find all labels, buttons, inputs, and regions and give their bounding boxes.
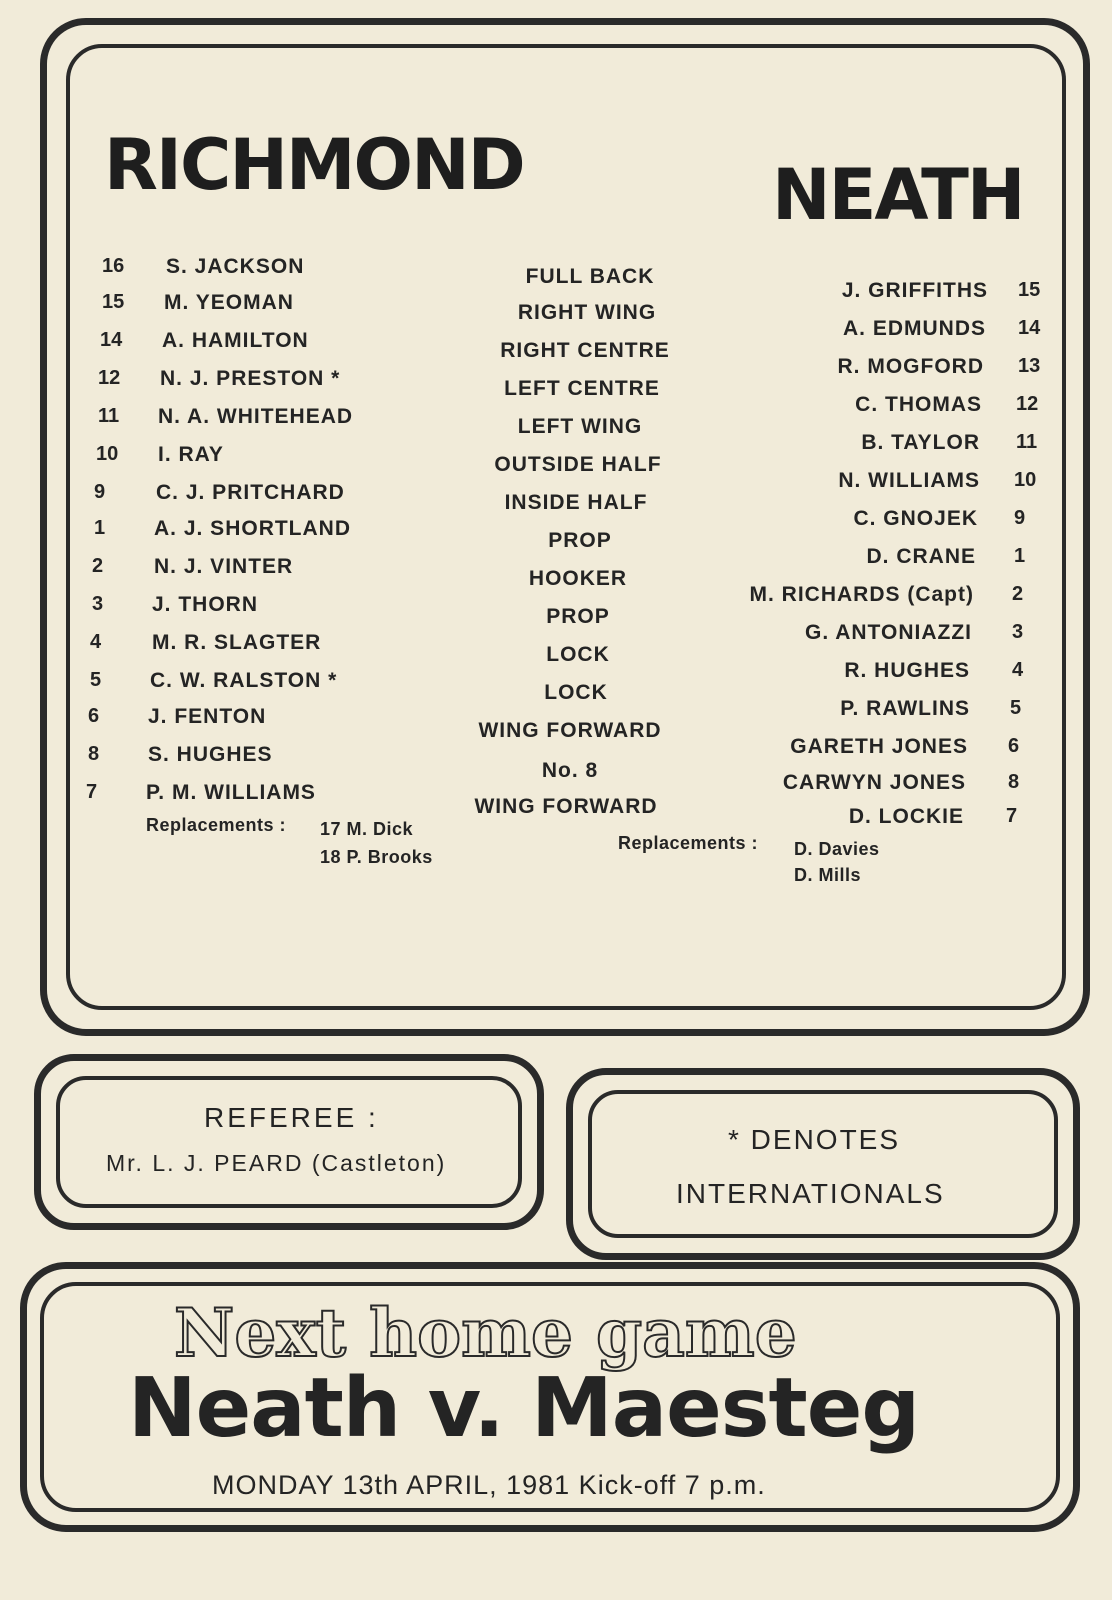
richmond-player-name: N. A. WHITEHEAD — [158, 405, 354, 428]
neath-player-name: R. HUGHES — [844, 659, 970, 682]
neath-player-number: 10 — [1014, 469, 1037, 491]
richmond-player-number: 2 — [92, 555, 104, 577]
richmond-replacement-1: 17 M. Dick — [320, 819, 414, 839]
neath-replacement-2: D. Mills — [794, 865, 862, 885]
home-team-title: RICHMOND — [104, 124, 524, 206]
richmond-player-name: S. HUGHES — [148, 743, 273, 766]
position-label: LEFT CENTRE — [504, 377, 660, 400]
referee-title: REFEREE : — [204, 1102, 379, 1133]
position-label: WING FORWARD — [474, 795, 658, 818]
richmond-player-name: M. R. SLAGTER — [152, 631, 322, 654]
position-label: RIGHT CENTRE — [500, 339, 670, 362]
richmond-player-number: 8 — [88, 743, 100, 765]
richmond-player-number: 10 — [96, 443, 119, 465]
richmond-player-name: M. YEOMAN — [164, 291, 294, 314]
position-label: WING FORWARD — [478, 719, 662, 742]
position-label: RIGHT WING — [517, 301, 657, 324]
position-label: HOOKER — [528, 567, 628, 590]
neath-player-number: 11 — [1016, 431, 1038, 453]
neath-player-name: D. LOCKIE — [848, 805, 964, 828]
richmond-player-number: 5 — [90, 669, 102, 691]
neath-player-name: CARWYN JONES — [782, 771, 966, 794]
richmond-player-number: 12 — [98, 367, 121, 389]
position-label: LOCK — [546, 643, 610, 666]
internationals-line-2: INTERNATIONALS — [676, 1178, 945, 1209]
richmond-player-name: I. RAY — [158, 443, 224, 466]
position-label: OUTSIDE HALF — [494, 453, 662, 476]
richmond-player-name: A. HAMILTON — [162, 329, 309, 352]
richmond-replacements-label: Replacements : — [146, 815, 287, 835]
neath-player-number: 7 — [1006, 805, 1018, 827]
neath-player-name: G. ANTONIAZZI — [805, 621, 972, 644]
away-team-title: NEATH — [772, 154, 1024, 236]
neath-replacement-1: D. Davies — [794, 839, 880, 859]
referee-name: Mr. L. J. PEARD (Castleton) — [106, 1150, 447, 1176]
richmond-player-name: N. J. PRESTON * — [160, 367, 341, 390]
position-label: LOCK — [544, 681, 608, 704]
richmond-player-name: A. J. SHORTLAND — [154, 517, 352, 540]
richmond-player-name: N. J. VINTER — [154, 555, 294, 578]
neath-player-number: 14 — [1018, 317, 1041, 339]
richmond-player-name: J. THORN — [152, 593, 259, 616]
neath-player-number: 3 — [1012, 621, 1024, 643]
neath-player-number: 8 — [1008, 771, 1020, 793]
neath-player-name: D. CRANE — [866, 545, 976, 568]
next-home-game-heading: Next home game — [174, 1294, 797, 1372]
richmond-player-number: 11 — [98, 405, 120, 427]
richmond-player-number: 16 — [102, 255, 125, 277]
richmond-player-number: 4 — [90, 631, 102, 653]
neath-player-number: 5 — [1010, 697, 1022, 719]
neath-player-name: P. RAWLINS — [840, 697, 970, 720]
richmond-player-name: C. J. PRITCHARD — [156, 481, 345, 504]
richmond-player-name: J. FENTON — [148, 705, 267, 728]
neath-player-name: C. THOMAS — [855, 393, 982, 416]
richmond-player-number: 7 — [86, 781, 98, 803]
neath-player-name: R. MOGFORD — [837, 355, 984, 378]
neath-player-number: 2 — [1012, 583, 1024, 605]
neath-player-number: 6 — [1008, 735, 1020, 757]
richmond-player-number: 1 — [94, 517, 106, 539]
richmond-player-number: 3 — [92, 593, 104, 615]
richmond-player-number: 15 — [102, 291, 125, 313]
neath-player-name: GARETH JONES — [790, 735, 968, 758]
neath-player-name: M. RICHARDS (Capt) — [749, 583, 974, 606]
next-fixture: Neath v. Maesteg — [128, 1361, 920, 1456]
neath-player-name: A. EDMUNDS — [842, 317, 986, 340]
richmond-player-name: C. W. RALSTON * — [150, 669, 338, 692]
neath-player-number: 12 — [1016, 393, 1039, 415]
referee-inner-frame — [56, 1076, 522, 1208]
richmond-player-number: 6 — [88, 705, 100, 727]
position-label: PROP — [548, 529, 612, 552]
neath-player-number: 15 — [1018, 279, 1041, 301]
internationals-inner-frame — [588, 1090, 1058, 1238]
position-label: PROP — [546, 605, 610, 628]
internationals-line-1: * DENOTES — [728, 1124, 901, 1155]
neath-player-number: 9 — [1014, 507, 1026, 529]
next-fixture-details: MONDAY 13th APRIL, 1981 Kick-off 7 p.m. — [212, 1470, 766, 1500]
neath-player-number: 1 — [1014, 545, 1026, 567]
neath-player-name: N. WILLIAMS — [838, 469, 980, 492]
richmond-player-name: P. M. WILLIAMS — [146, 781, 316, 804]
richmond-replacement-2: 18 P. Brooks — [320, 847, 433, 867]
richmond-player-name: S. JACKSON — [166, 255, 305, 278]
position-label: LEFT WING — [517, 415, 643, 438]
richmond-player-number: 9 — [94, 481, 106, 503]
richmond-player-number: 14 — [100, 329, 123, 351]
neath-replacements-label: Replacements : — [618, 833, 759, 853]
neath-player-name: B. TAYLOR — [861, 431, 980, 454]
neath-player-number: 13 — [1018, 355, 1041, 377]
position-label: FULL BACK — [525, 265, 655, 288]
position-label: No. 8 — [541, 759, 599, 782]
position-label: INSIDE HALF — [504, 491, 648, 514]
neath-player-number: 4 — [1012, 659, 1024, 681]
neath-player-name: J. GRIFFITHS — [841, 279, 988, 302]
neath-player-name: C. GNOJEK — [853, 507, 978, 530]
